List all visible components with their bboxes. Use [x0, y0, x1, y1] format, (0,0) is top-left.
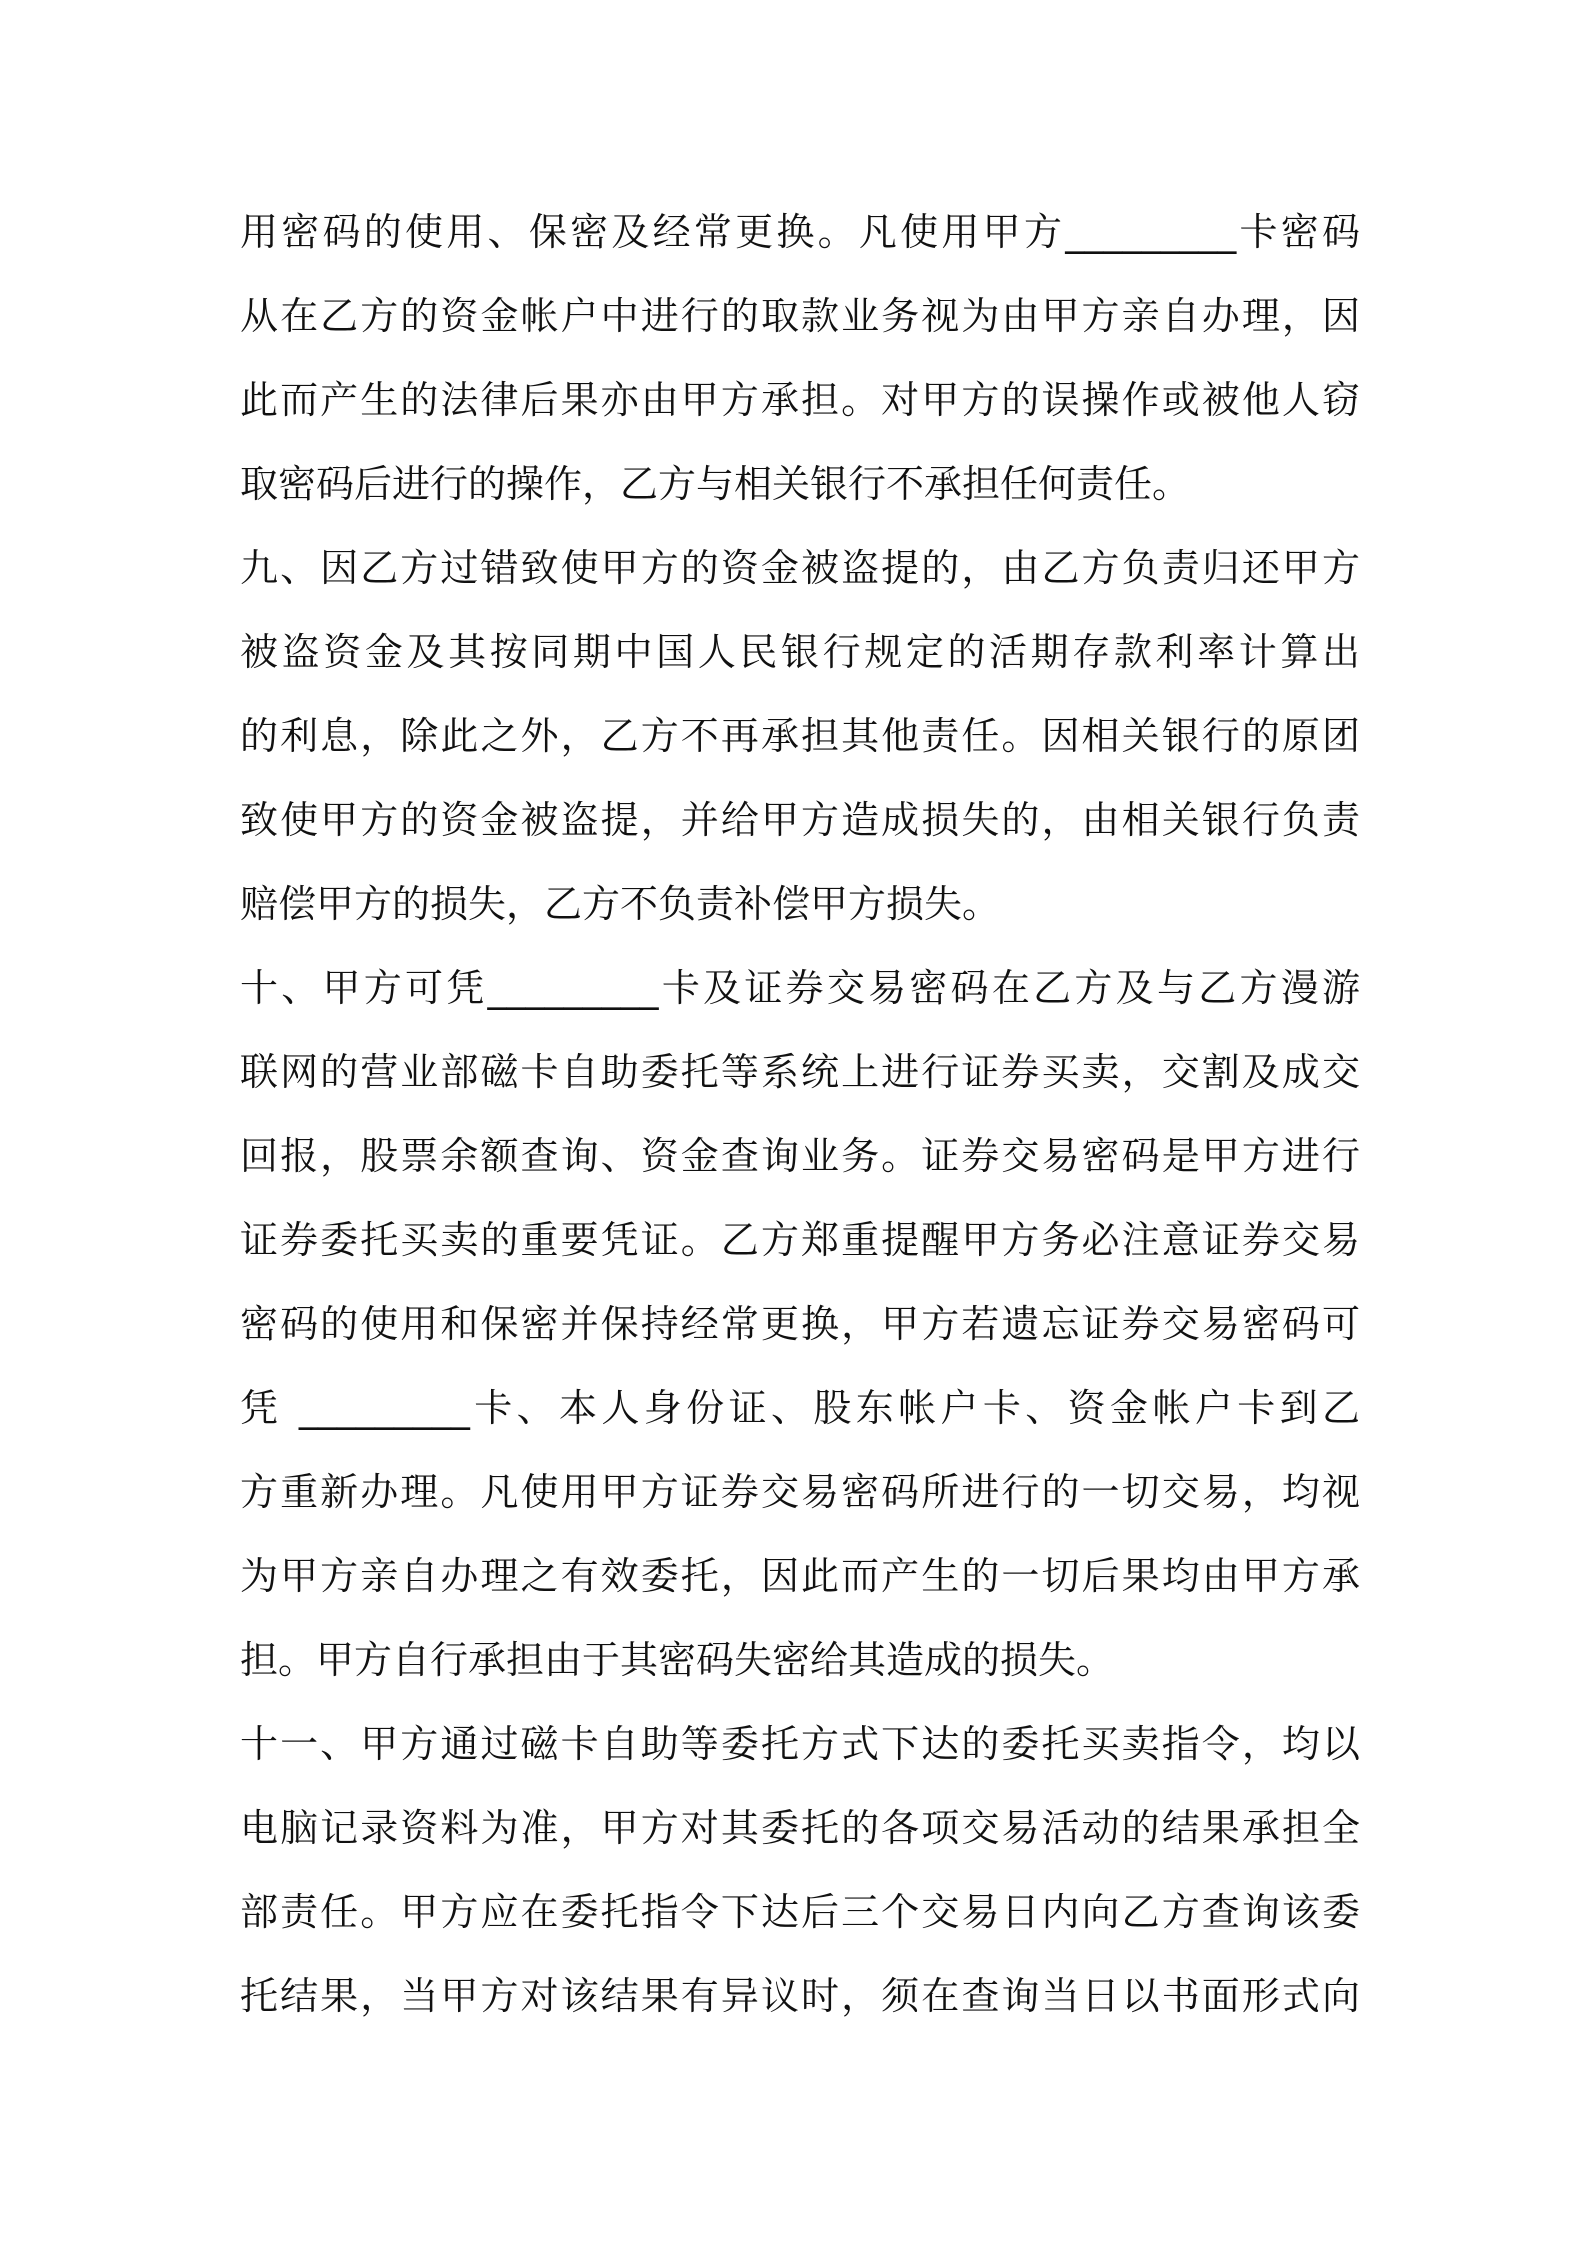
- text-line: 十、甲方可凭_________卡及证券交易密码在乙方及与乙方漫游: [240, 966, 1360, 1010]
- text-line: 回报，股票余额查询、资金查询业务。证券交易密码是甲方进行: [240, 1134, 1360, 1178]
- text-line: 部责任。甲方应在委托指令下达后三个交易日内向乙方查询该委: [240, 1890, 1360, 1934]
- text-line: 赔偿甲方的损失，乙方不负责补偿甲方损失。: [240, 882, 1001, 926]
- text-line: 取密码后进行的操作，乙方与相关银行不承担任何责任。: [240, 462, 1191, 506]
- text-line: 此而产生的法律后果亦由甲方承担。对甲方的误操作或被他人窃: [240, 378, 1360, 422]
- text-line: 证券委托买卖的重要凭证。乙方郑重提醒甲方务必注意证券交易: [240, 1218, 1360, 1262]
- text-line: 联网的营业部磁卡自助委托等系统上进行证券买卖，交割及成交: [240, 1050, 1360, 1094]
- text-line: 的利息，除此之外，乙方不再承担其他责任。因相关银行的原团: [240, 714, 1360, 758]
- text-line: 密码的使用和保密并保持经常更换，甲方若遗忘证券交易密码可: [240, 1302, 1360, 1346]
- text-line: 托结果，当甲方对该结果有异议时，须在查询当日以书面形式向: [240, 1974, 1360, 2018]
- text-line: 电脑记录资料为准，甲方对其委托的各项交易活动的结果承担全: [240, 1806, 1360, 1850]
- contract-text: [240, 190, 1360, 2038]
- text-line: 方重新办理。凡使用甲方证券交易密码所进行的一切交易，均视: [240, 1470, 1360, 1514]
- text-line: 致使甲方的资金被盗提，并给甲方造成损失的，由相关银行负责: [240, 798, 1360, 842]
- text-line: 被盗资金及其按同期中国人民银行规定的活期存款利率计算出: [240, 630, 1360, 674]
- text-line: 从在乙方的资金帐户中进行的取款业务视为由甲方亲自办理，因: [240, 294, 1360, 338]
- text-line: 凭 _________卡、本人身份证、股东帐户卡、资金帐户卡到乙: [240, 1386, 1360, 1430]
- text-line: 用密码的使用、保密及经常更换。凡使用甲方_________卡密码: [240, 210, 1360, 254]
- text-line: 十一、甲方通过磁卡自助等委托方式下达的委托买卖指令，均以: [240, 1722, 1360, 1766]
- text-line: 担。甲方自行承担由于其密码失密给其造成的损失。: [240, 1638, 1115, 1682]
- text-line: 九、因乙方过错致使甲方的资金被盗提的，由乙方负责归还甲方: [240, 546, 1360, 590]
- text-line: 为甲方亲自办理之有效委托，因此而产生的一切后果均由甲方承: [240, 1554, 1360, 1598]
